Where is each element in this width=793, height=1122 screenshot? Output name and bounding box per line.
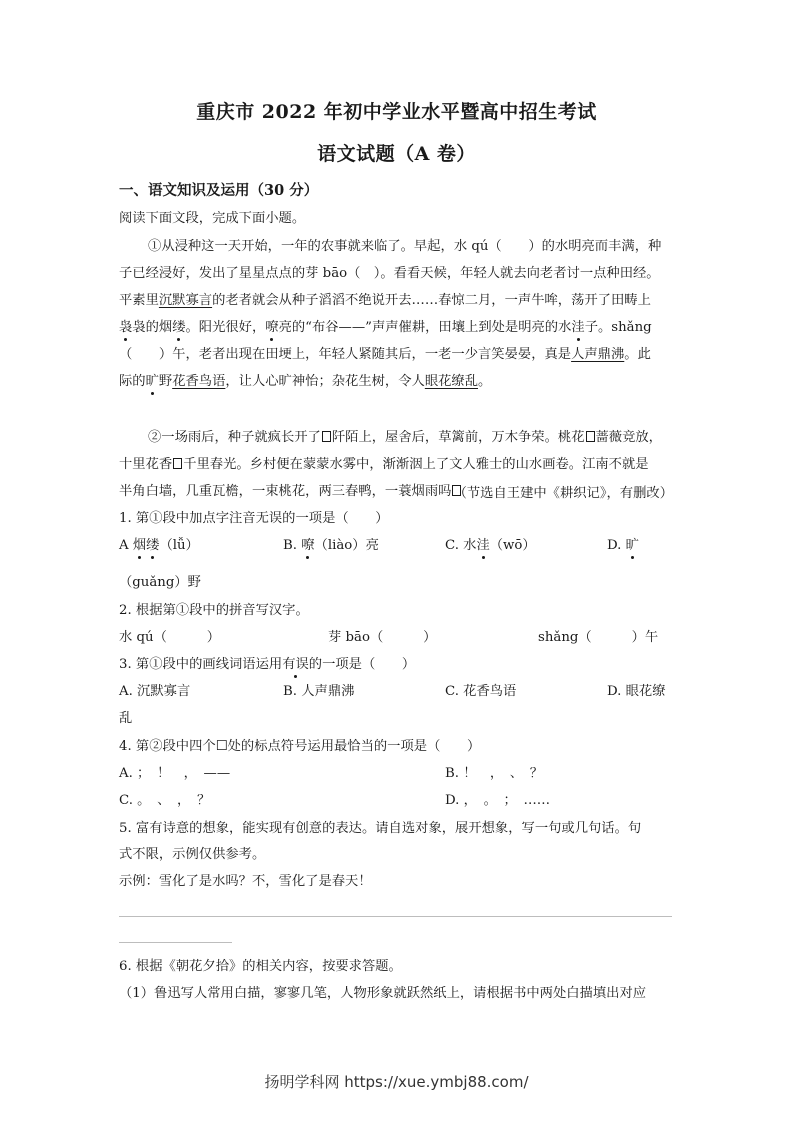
reading-instruction: 阅读下面文段，完成下面小题。: [119, 211, 306, 226]
passage-line: 袅袅的烟缕。阳光很好，嘹亮的“布谷——”声声催耕，田壤上到处是明亮的水洼子。shǎng: [119, 320, 652, 335]
q4-option-c[interactable]: C. 。 、 ， ？: [119, 793, 211, 808]
dotted-character: 嘹: [301, 538, 315, 553]
q3-option-b[interactable]: B. 人声鼎沸: [283, 684, 355, 699]
question-5-stem: 5. 富有诗意的想象，能实现有创意的表达。请自选对象，展开想象，写一句或几句话。句: [119, 821, 642, 836]
dotted-character: 缕: [172, 320, 186, 335]
passage-line: 际的旷野花香鸟语，让人心旷神怡；杂花生树，令人眼花缭乱。: [119, 374, 492, 389]
underlined-phrase: 沉默寡言: [158, 293, 213, 308]
watermark-footer: 扬明学科网 https://xue.ymbj88.com/: [264, 1073, 529, 1091]
dotted-character: 嘹: [265, 320, 279, 335]
dotted-character: 旷: [145, 374, 159, 389]
dotted-character: 袅: [119, 320, 133, 335]
q2-blank-1[interactable]: 水 qú（ ）: [119, 630, 221, 645]
q2-blank-3[interactable]: shǎng（ ）午: [538, 630, 659, 645]
punctuation-blank-box: [586, 431, 595, 442]
dotted-character: 洼: [571, 320, 585, 335]
q1-option-c[interactable]: C. 水洼（wō）: [445, 538, 536, 553]
q4-option-d[interactable]: D. ， 。 ； ……: [445, 793, 551, 808]
passage-source: （节选自王建中《耕织记》，有删改）: [453, 486, 673, 501]
dotted-character: 旷: [625, 538, 639, 553]
underlined-phrase: 人声鼎沸: [571, 347, 625, 362]
separator-line: [119, 942, 232, 943]
section-heading: 一、语文知识及运用（30 分）: [119, 182, 319, 199]
passage-line: 十里花香 千里春光。乡村便在蒙蒙水雾中，渐渐洇上了文人雅士的山水画卷。江南不就是: [119, 457, 649, 472]
question-6-sub-1: （1）鲁迅写人常用白描，寥寥几笔，人物形象就跃然纸上，请根据书中两处白描填出对应: [119, 986, 647, 1001]
passage-line: 子已经浸好，发出了星星点点的芽 bāo（ ）。看看天候，年轻人就去向老者讨一点种田经。: [119, 266, 660, 281]
passage-line: ②一场雨后，种子就疯长开了 阡陌上，屋舍后，草篱前，万木争荣。桃花 蔷薇竞放，: [148, 430, 662, 445]
passage-line: ①从浸种这一天开始，一年的农事就来临了。早起，水 qú（ ）的水明亮而丰满，种: [148, 239, 662, 254]
q4-option-b[interactable]: B. ！ ， 、 ？: [445, 766, 544, 781]
q3-option-d[interactable]: D. 眼花缭: [607, 684, 666, 699]
question-5-stem: 式不限，示例仅供参考。: [119, 847, 266, 862]
passage-line: 半角白墙，几重瓦檐，一束桃花，两三春鸭，一蓑烟雨吗: [119, 483, 462, 501]
paper-subtitle: 语文试题（A 卷）: [317, 143, 476, 165]
question-1-stem: 1. 第①段中加点字注音无误的一项是（ ）: [119, 511, 389, 526]
answer-line: [119, 916, 672, 917]
question-4-stem: 4. 第②段中四个☐处的标点符号运用最恰当的一项是（ ）: [119, 739, 481, 754]
q1-option-d-continued: （guǎng）野: [119, 575, 201, 590]
passage-line: 平素里沉默寡言的老者就会从种子滔滔不绝说开去……春惊二月，一声牛哞，荡开了田畴上: [119, 293, 651, 308]
q3-option-a[interactable]: A. 沉默寡言: [119, 684, 191, 699]
passage-line: （ ）午，老者出现在田埂上，年轻人紧随其后，一老一少言笑晏晏，真是人声鼎沸。此: [119, 347, 651, 362]
q2-blank-2[interactable]: 芽 bāo（ ）: [328, 630, 437, 645]
underlined-phrase: 花香鸟语: [172, 374, 226, 389]
q1-option-d[interactable]: D. 旷: [607, 538, 639, 553]
underlined-phrase: 眼花缭乱: [424, 374, 479, 389]
q3-option-c[interactable]: C. 花香鸟语: [445, 684, 517, 699]
question-6-stem: 6. 根据《朝花夕拾》的相关内容，按要求答题。: [119, 959, 402, 974]
dotted-character: 洼: [476, 538, 490, 553]
punctuation-blank-box: [173, 458, 182, 469]
dotted-character: 烟: [132, 538, 147, 553]
q1-option-a[interactable]: A 烟缕（lǚ）: [119, 538, 199, 553]
dotted-character: 缕: [146, 538, 160, 553]
question-5-example: 示例：雪化了是水吗？不，雪化了是春天！: [119, 874, 372, 889]
q1-option-b[interactable]: B. 嘹（liào）亮: [283, 538, 379, 553]
q4-option-a[interactable]: A. ； ！ ， ——: [119, 766, 231, 781]
question-2-stem: 2. 根据第①段中的拼音写汉字。: [119, 603, 309, 618]
punctuation-blank-box: [322, 431, 331, 442]
q3-option-d-continued: 乱: [119, 711, 133, 726]
exam-title: 重庆市 2022 年初中学业水平暨高中招生考试: [196, 101, 597, 123]
question-3-stem: 3. 第①段中的画线词语运用有误的一项是（ ）: [119, 657, 416, 672]
